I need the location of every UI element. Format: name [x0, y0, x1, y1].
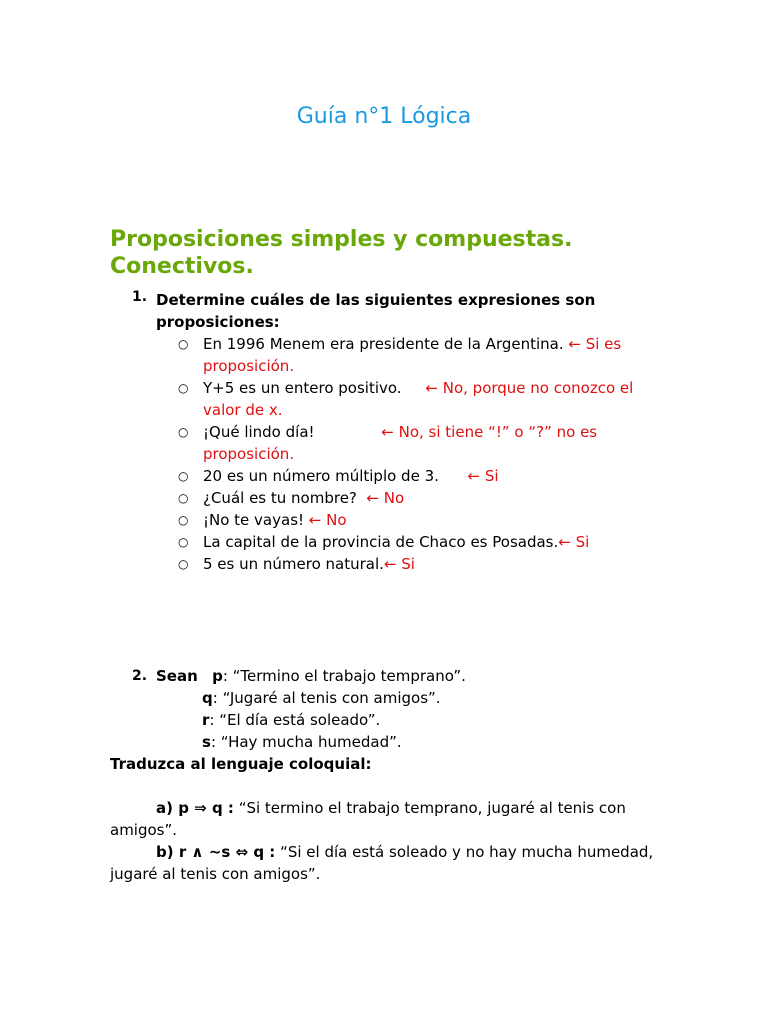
list-item [156, 333, 670, 377]
variable-name: s [202, 733, 211, 751]
translation-a [110, 797, 670, 841]
question-number: 2. [132, 668, 148, 684]
instruction: Traduzca al lenguaje coloquial: [110, 755, 372, 773]
item-answer: ← Si [383, 555, 415, 573]
item-text: ¡No te vayas! [203, 511, 309, 529]
item-answer: ← Si es proposición. [203, 335, 622, 375]
item-text: En 1996 Menem era presidente de la Argentina. [203, 335, 569, 353]
question-text: Determine cuáles de las siguientes expresiones son proposiciones: [156, 291, 596, 331]
item-text: ¡Qué lindo día! [203, 423, 382, 441]
item-text: La capital de la provincia de Chaco es Posadas. [203, 533, 559, 551]
variable-definition: : “Termino el trabajo temprano”. [222, 667, 466, 685]
item-text: 5 es un número natural. [203, 555, 384, 573]
translation-text: “Si el día está soleado y no hay mucha humedad, jugaré al tenis con amigos”. [110, 843, 654, 883]
hollow-circle-bullet-icon: ○ [178, 557, 189, 571]
variable-name: q [202, 689, 213, 707]
item-answer: ← No, porque no conozco el valor de x. [203, 379, 634, 419]
translation-label: b) r ∧ ~s ⇔ q : [156, 843, 276, 861]
variable-name: r [202, 711, 210, 729]
item-answer: ← Si [467, 467, 499, 485]
list-item [156, 531, 670, 553]
section-heading: Proposiciones simples y compuestas. Conectivos. [110, 227, 573, 279]
spacer [110, 775, 670, 797]
proposition-list [156, 333, 670, 575]
definition-row [202, 709, 670, 731]
page-title: Guía n°1 Lógica [296, 104, 472, 129]
hollow-circle-bullet-icon: ○ [178, 535, 189, 549]
hollow-circle-bullet-icon: ○ [178, 337, 189, 351]
definition-row [202, 731, 670, 753]
variable-definition: : “Hay mucha humedad”. [210, 733, 402, 751]
question-1 [110, 289, 670, 575]
translation-b [110, 841, 670, 885]
variable-definition: : “Jugaré al tenis con amigos”. [212, 689, 441, 707]
list-item [156, 421, 670, 465]
list-item [156, 377, 670, 421]
translation-label: a) p ⇒ q : [156, 799, 234, 817]
list-item [156, 487, 670, 509]
item-text: 20 es un número múltiplo de 3. [203, 467, 468, 485]
definition-row [156, 665, 670, 687]
variable-name: p [212, 667, 223, 685]
item-answer: ← No [308, 511, 347, 529]
question-number: 1. [132, 289, 148, 305]
hollow-circle-bullet-icon: ○ [178, 491, 189, 505]
question-lead: Sean [156, 667, 198, 685]
item-answer: ← Si [558, 533, 590, 551]
hollow-circle-bullet-icon: ○ [178, 469, 189, 483]
variable-definition: : “El día está soleado”. [209, 711, 381, 729]
list-item [156, 465, 670, 487]
hollow-circle-bullet-icon: ○ [178, 381, 189, 395]
item-text: ¿Cuál es tu nombre? [203, 489, 367, 507]
item-text: Y+5 es un entero positivo. [203, 379, 426, 397]
hollow-circle-bullet-icon: ○ [178, 425, 189, 439]
hollow-circle-bullet-icon: ○ [178, 513, 189, 527]
list-item [156, 553, 670, 575]
item-answer: ← No, si tiene “!” o “?” no es proposición. [203, 423, 598, 463]
translation-text: “Si termino el trabajo temprano, jugaré al tenis con amigos”. [110, 799, 626, 839]
item-answer: ← No [366, 489, 405, 507]
question-2 [110, 665, 670, 885]
list-item [156, 509, 670, 531]
definition-row [202, 687, 670, 709]
